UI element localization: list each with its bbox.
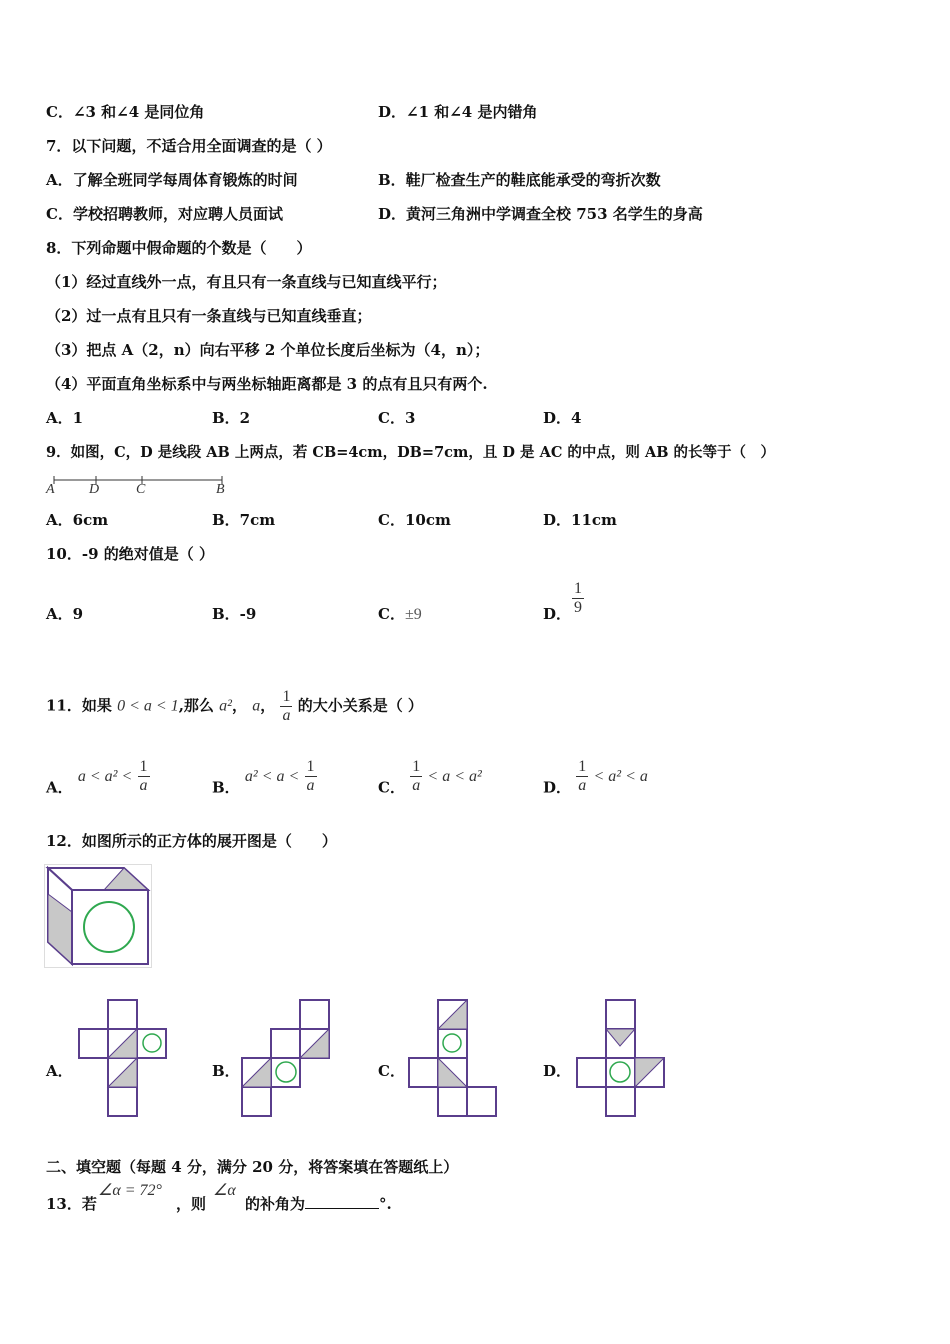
net-option-b [240,998,334,1118]
q11-b-frac-den: a [306,777,315,794]
q9-option-a: A．6cm [46,511,109,529]
q11-b-expr: a² < a < [244,767,300,785]
q11-c-frac [410,758,422,795]
q11-c-label: C． [378,778,405,797]
cube-figure [44,864,152,968]
q11-option-a [46,758,150,807]
q11-term-reciprocal [280,688,292,725]
q13-degree-suffix: °. [379,1195,392,1213]
q9-stem: 9．如图，C，D 是线段 AB 上两点，若 CB=4cm，DB=7cm，且 D 是 AC 的中点，则 AB 的长等于（ ） [46,444,776,461]
q11-suffix: 的大小关系是（ ） [297,696,423,715]
q8-option-b: B．2 [212,409,251,427]
q10-option-a: A．9 [46,605,84,623]
q11-condition: 0 < a < 1 [117,697,179,715]
q10-d-numerator: 1 [574,580,582,597]
q11-b-frac-num: 1 [306,758,315,775]
q11-d-label: D． [543,778,572,797]
q11-c-frac-num: 1 [412,758,421,775]
q11-option-d [543,758,648,807]
q10-option-c-value: ±9 [404,606,422,623]
q13-prefix: 13．若 [46,1195,97,1213]
q13-answer-blank[interactable] [305,1194,379,1209]
q11-prefix: 11．如果 [46,696,112,715]
net-option-a [74,998,170,1118]
q13-given: ∠α = 72° [98,1182,162,1199]
q13-mid: ，则 [176,1195,207,1213]
q8-statement-1: （1）经过直线外一点，有且只有一条直线与已知直线平行； [46,273,447,291]
q11-b-frac [305,758,317,795]
q8-option-c: C．3 [378,409,416,427]
point-a-label: A [46,482,55,497]
q11-stem [46,688,423,725]
q7-stem: 7．以下问题，不适合用全面调查的是（ ） [46,137,332,155]
q11-frac-num: 1 [282,688,291,705]
q10-option-d-label: D． [543,605,572,623]
q11-c-frac-den: a [412,777,421,794]
q8-stem: 8．下列命题中假命题的个数是（ ） [46,239,312,257]
q6-option-c: C．∠3 和∠4 是同位角 [46,103,205,121]
net-option-d [570,998,668,1118]
q13-angle: ∠α [213,1182,236,1199]
section-2-heading: 二、填空题（每题 4 分，满分 20 分，将答案填在答题纸上） [46,1158,459,1176]
q11-sep-1: ， [231,696,247,715]
q11-d-frac-num: 1 [578,758,587,775]
q12-option-c-label: C． [378,1062,405,1080]
q9-option-c: C．10cm [378,511,451,529]
q7-option-a: A．了解全班同学每周体育锻炼的时间 [46,171,298,189]
net-option-c [404,998,502,1118]
q11-sep-2: ， [260,696,276,715]
q7-option-b: B．鞋厂检查生产的鞋底能承受的弯折次数 [378,171,661,189]
q13-suffix [245,1194,392,1214]
q6-option-d: D．∠1 和∠4 是内错角 [378,103,538,121]
q11-mid: ,那么 [178,696,214,715]
segment-ab-figure [44,474,234,498]
point-b-label: B [216,482,225,497]
q10-option-c-label: C． [378,605,405,623]
q11-b-label: B． [212,778,240,797]
q7-option-d: D．黄河三角洲中学调查全校 753 名学生的身高 [378,205,703,223]
q10-option-c [378,604,422,625]
q11-option-c [378,758,482,807]
q11-term-a: a [252,697,261,715]
q9-option-b: B．7cm [212,511,276,529]
q12-option-d-label: D． [543,1062,572,1080]
q11-c-expr: < a < a² [427,767,482,785]
q8-statement-4: （4）平面直角坐标系中与两坐标轴距离都是 3 的点有且只有两个. [46,375,488,393]
q12-stem: 12．如图所示的正方体的展开图是（ ） [46,832,337,850]
q11-a-expr: a < a² < [77,767,133,785]
q11-a-frac [138,758,150,795]
q11-a-label: A． [46,778,73,797]
q11-option-b [212,758,317,807]
q8-statement-3: （3）把点 A（2，n）向右平移 2 个单位长度后坐标为（4，n）； [46,341,490,359]
q10-stem: 10．-9 的绝对值是（ ） [46,545,214,563]
q11-d-frac-den: a [578,777,587,794]
q10-option-d-fraction [572,580,584,617]
q12-option-b-label: B． [212,1062,240,1080]
q10-d-denominator: 9 [574,599,582,616]
q10-option-b: B．-9 [212,605,257,623]
point-c-label: C [136,482,146,497]
q11-term-a-squared: a² [219,697,232,715]
q8-option-d: D．4 [543,409,582,427]
q8-statement-2: （2）过一点有且只有一条直线与已知直线垂直； [46,307,372,325]
q11-d-expr: < a² < a [593,767,648,785]
q11-frac-den: a [282,707,291,724]
q11-a-frac-num: 1 [139,758,148,775]
q9-option-d: D．11cm [543,511,617,529]
q7-option-c: C．学校招聘教师，对应聘人员面试 [46,205,283,223]
q11-a-frac-den: a [139,777,148,794]
q12-option-a-label: A． [46,1062,73,1080]
q8-option-a: A．1 [46,409,84,427]
q11-d-frac [576,758,588,795]
q13-suffix-text: 的补角为 [245,1195,306,1213]
point-d-label: D [89,482,100,497]
